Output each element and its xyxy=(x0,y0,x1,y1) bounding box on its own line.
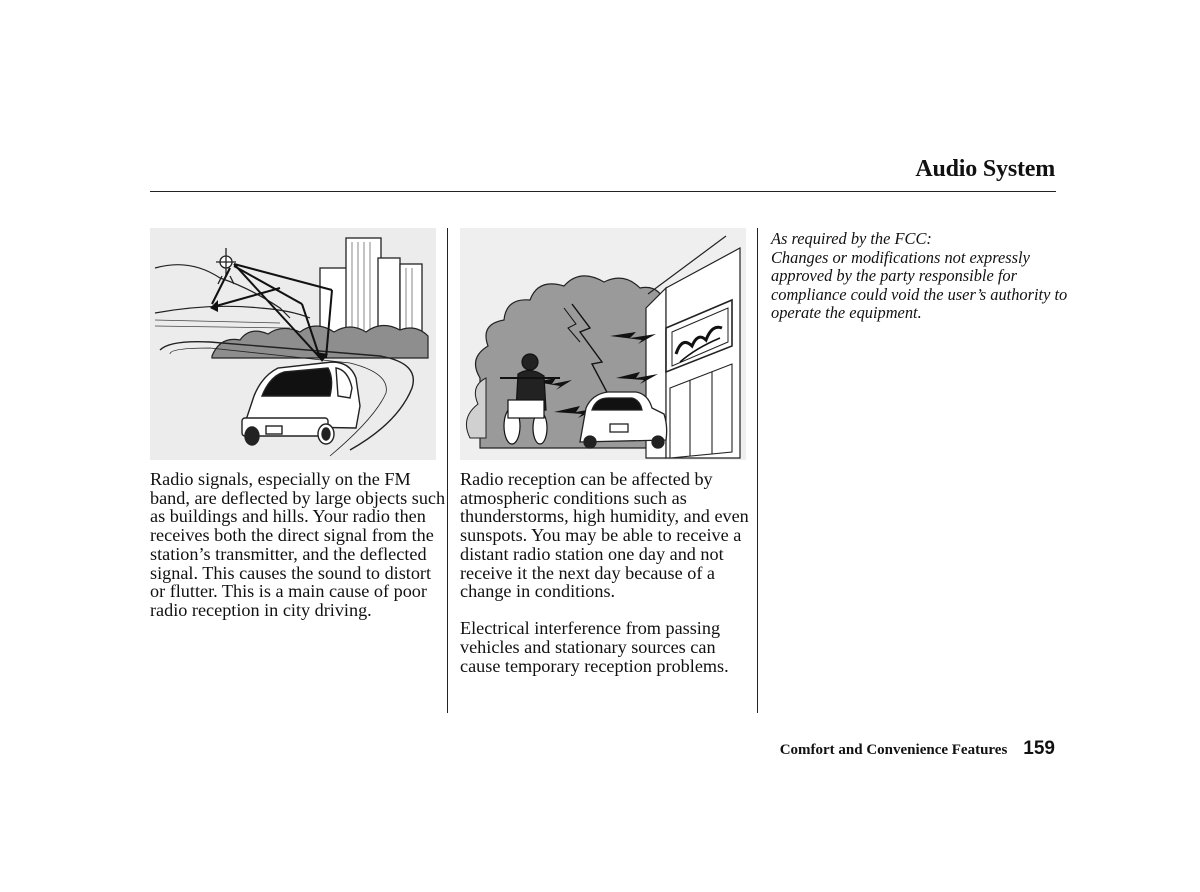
reception-conditions-text xyxy=(460,470,756,694)
atmospheric-interference-illustration xyxy=(460,228,746,460)
fcc-notice xyxy=(771,230,1071,323)
footer-section-title: Comfort and Convenience Features xyxy=(779,742,1008,758)
column-divider xyxy=(447,228,448,713)
electrical-interference-paragraph: Electrical interference from passing vehicles and stationary sources can cause temporary reception problems. xyxy=(460,618,729,676)
page-title: Audio System xyxy=(915,156,1055,182)
fcc-notice-body: Changes or modifications not expressly approved by the party responsible for compliance could void the user’s authority to operate the equipment. xyxy=(771,247,1068,323)
fcc-notice-heading: As required by the FCC: xyxy=(771,229,932,248)
page-number: 159 xyxy=(1023,738,1055,759)
signal-deflection-illustration xyxy=(150,228,436,460)
column-divider xyxy=(757,228,758,713)
page-footer xyxy=(780,738,1055,760)
atmospheric-paragraph: Radio reception can be affected by atmospheric conditions such as thunderstorms, high humidity, and even sunspots. You may be able to receive a distant radio station one day and not receive it the next day because of a change in conditions. xyxy=(460,469,749,602)
radio-deflection-paragraph: Radio signals, especially on the FM band, are deflected by large objects such as buildings and hills. Your radio then receives both the direct signal from the station’s transmitter, and the deflected signal. This causes the sound to distort or flutter. This is a main cause of poor radio reception in city driving. xyxy=(150,469,446,620)
header-rule xyxy=(150,191,1056,192)
